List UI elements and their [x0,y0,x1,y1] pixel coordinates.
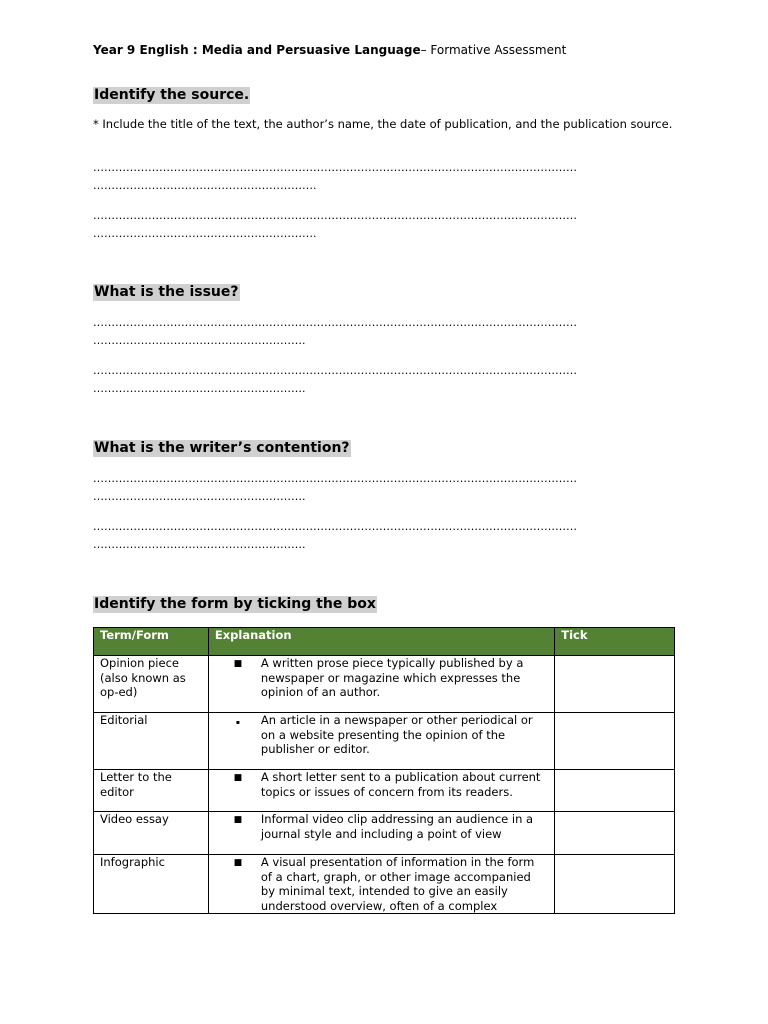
answer-line-issue-1b[interactable]: …………………………………………………. [93,334,306,347]
bullet-icon: ▪ [235,719,240,726]
bullet-icon: ■ [233,858,243,868]
table-row [94,855,675,914]
source-instruction: * Include the title of the text, the author’s name, the date of publication, and the publication source. [93,117,673,131]
term-cell: Infographic [94,855,209,914]
explanation-text: Informal video clip addressing an audience in a journal style and including a point of view [260,812,534,841]
answer-line-source-2b[interactable]: ……………………………………………………. [93,227,317,240]
explanation-cell [208,713,554,770]
form-table [93,627,675,914]
tick-box[interactable] [555,713,675,770]
answer-line-source-1a[interactable]: …………………………………………………………………………………………………………………… [93,161,577,174]
tick-box[interactable] [555,812,675,855]
explanation-cell [208,812,554,855]
term-cell: Letter to the editor [94,770,209,812]
explanation-text: An article in a newspaper or other periodical or on a website presenting the opinion of the publisher or editor. [260,713,533,756]
bullet-icon: ■ [233,815,243,825]
tick-box[interactable] [555,656,675,713]
answer-line-issue-2b[interactable]: …………………………………………………. [93,382,306,395]
bullet-icon: ■ [233,659,243,669]
table-row [94,656,675,713]
explanation-cell [208,770,554,812]
document-header [93,43,566,57]
table-row [94,812,675,855]
explanation-cell [208,656,554,713]
tick-box[interactable] [555,855,675,914]
term-cell: Opinion piece (also known as op-ed) [94,656,209,713]
section-heading-form: Identify the form by ticking the box [94,596,376,612]
answer-line-contention-1a[interactable]: …………………………………………………………………………………………………………………… [93,472,577,485]
explanation-text: A visual presentation of information in the form of a chart, graph, or other image accompanied by minimal text, intended to give an easily understood overview, often of a complex [260,855,535,913]
column-header-tick: Tick [555,628,675,656]
explanation-text: A written prose piece typically published by a newspaper or magazine which expresses the opinion of an author. [260,656,524,699]
column-header-term: Term/Form [94,628,209,656]
explanation-text: A short letter sent to a publication about current topics or issues of concern from its readers. [260,770,541,799]
answer-line-contention-1b[interactable]: …………………………………………………. [93,490,306,503]
column-header-explanation: Explanation [208,628,554,656]
answer-line-source-2a[interactable]: …………………………………………………………………………………………………………………… [93,209,577,222]
answer-line-contention-2a[interactable]: …………………………………………………………………………………………………………………… [93,520,577,533]
section-heading-contention: What is the writer’s contention? [94,440,350,456]
header-title: Year 9 English : Media and Persuasive Language [93,43,421,57]
bullet-icon: ■ [233,773,243,783]
explanation-cell [208,855,554,914]
answer-line-contention-2b[interactable]: …………………………………………………. [93,538,306,551]
answer-line-source-1b[interactable]: ……………………………………………………. [93,179,317,192]
term-cell: Video essay [94,812,209,855]
term-cell: Editorial [94,713,209,770]
table-row [94,713,675,770]
section-heading-source: Identify the source. [94,87,250,103]
tick-box[interactable] [555,770,675,812]
section-heading-issue: What is the issue? [94,284,239,300]
table-header-row [94,628,675,656]
answer-line-issue-2a[interactable]: …………………………………………………………………………………………………………………… [93,364,577,377]
table-row [94,770,675,812]
header-subtitle: – Formative Assessment [420,43,567,57]
answer-line-issue-1a[interactable]: …………………………………………………………………………………………………………………… [93,316,577,329]
